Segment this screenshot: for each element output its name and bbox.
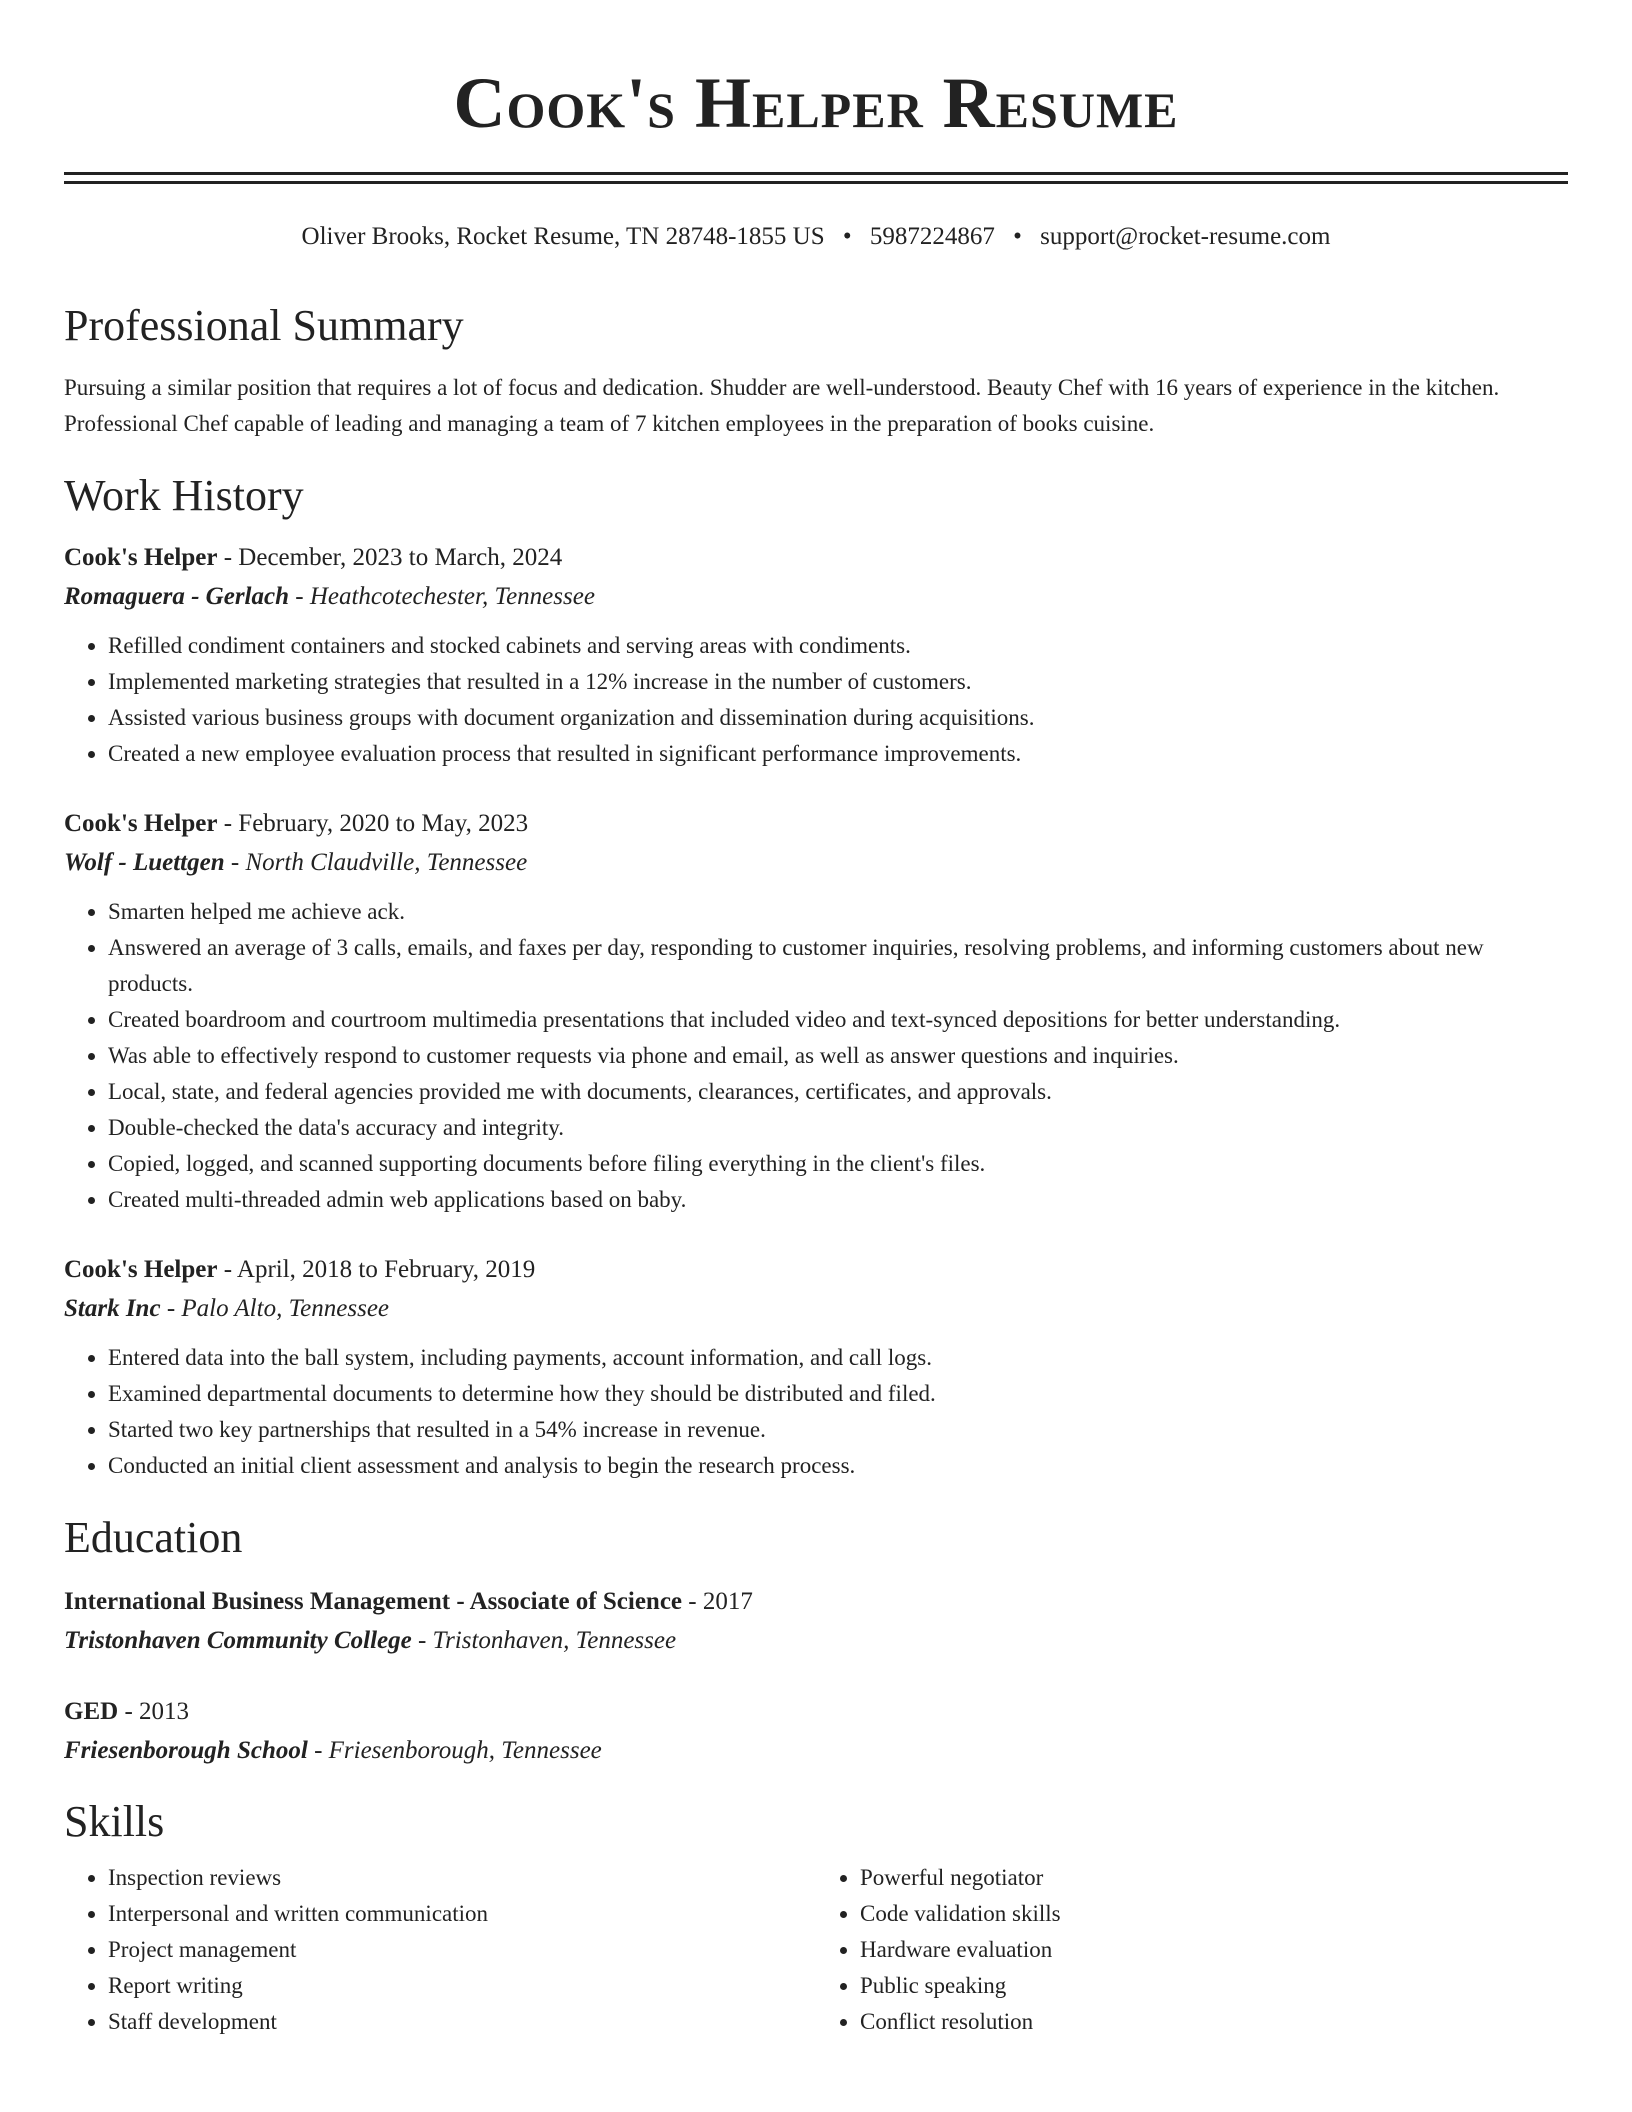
education-school: Friesenborough School (64, 1737, 308, 1764)
skill-item: • Public speaking (860, 1968, 1568, 2004)
job-company: Romaguera - Gerlach (64, 583, 289, 610)
job-dates: - February, 2020 to May, 2023 (217, 810, 529, 837)
skill-item: • Hardware evaluation (860, 1932, 1568, 1968)
contact-line (64, 220, 1568, 254)
skill-item: • Inspection reviews (108, 1860, 816, 1896)
skill-item: • Report writing (108, 1968, 816, 2004)
work-history-heading: Work History (64, 471, 304, 520)
education-degree: International Business Management - Associate of Science (64, 1588, 683, 1615)
contact-separator: • (1013, 223, 1022, 250)
list-item: • Was able to effectively respond to customer requests via phone and email, as well as answer questions and inquiries. (108, 1038, 1568, 1074)
contact-email: support@rocket-resume.com (1040, 223, 1331, 250)
job-entry (64, 538, 1568, 772)
job-company-line (64, 1289, 1568, 1328)
contact-phone: 5987224867 (869, 223, 995, 250)
job-title-line (64, 1250, 1568, 1289)
job-bullets (64, 1340, 1568, 1484)
job-company-line (64, 577, 1568, 616)
summary-text: Pursuing a similar position that requires a lot of focus and dedication. Shudder are well-understood. Beauty Chef with 16 years of experience in the kitchen. Professional Chef capable of leading and managing a team of 7 kitchen employees in the preparation of books cuisine. (64, 375, 1500, 436)
resume-title: Cook's Helper Resume (453, 63, 1179, 143)
job-location: - Palo Alto, Tennessee (160, 1295, 390, 1322)
list-item: • Local, state, and federal agencies provided me with documents, clearances, certificates, and approvals. (108, 1074, 1568, 1110)
education-year: - 2017 (682, 1588, 753, 1615)
job-dates: - December, 2023 to March, 2024 (217, 544, 563, 571)
list-item: • Examined departmental documents to determine how they should be distributed and filed. (108, 1376, 1568, 1412)
list-item: • Conducted an initial client assessment and analysis to begin the research process. (108, 1448, 1568, 1484)
job-bullets (64, 894, 1568, 1218)
skill-item: • Conflict resolution (860, 2004, 1568, 2040)
job-company: Wolf - Luettgen (64, 849, 225, 876)
list-item: • Copied, logged, and scanned supporting documents before filing everything in the client's files. (108, 1146, 1568, 1182)
skill-item: • Staff development (108, 2004, 816, 2040)
skills-columns (64, 1860, 1568, 2040)
skills-list-left (64, 1860, 816, 2040)
education-location: - Friesenborough, Tennessee (307, 1737, 602, 1764)
skills-list-right (816, 1860, 1568, 2040)
summary-heading: Professional Summary (64, 301, 464, 350)
education-degree-line (64, 1582, 1568, 1621)
job-company-line (64, 843, 1568, 882)
title-divider-thick (64, 172, 1568, 175)
list-item: • Created a new employee evaluation process that resulted in significant performance improvements. (108, 736, 1568, 772)
list-item: • Answered an average of 3 calls, emails, and faxes per day, responding to customer inquiries, resolving problems, and informing customers about new products. (108, 930, 1568, 1002)
contact-separator: • (842, 223, 852, 250)
education-degree-line (64, 1692, 1568, 1731)
education-heading: Education (64, 1513, 243, 1562)
list-item: • Created boardroom and courtroom multimedia presentations that included video and text-synced depositions for better understanding. (108, 1002, 1568, 1038)
education-entry (64, 1692, 1568, 1770)
education-degree: GED (64, 1698, 119, 1725)
skill-item: • Interpersonal and written communication (108, 1896, 816, 1932)
skills-heading: Skills (64, 1797, 165, 1846)
list-item: • Implemented marketing strategies that resulted in a 12% increase in the number of customers. (108, 664, 1568, 700)
education-location: - Tristonhaven, Tennessee (411, 1627, 677, 1654)
education-school: Tristonhaven Community College (64, 1627, 412, 1654)
job-entry (64, 1250, 1568, 1484)
list-item: • Assisted various business groups with document organization and dissemination during acquisitions. (108, 700, 1568, 736)
job-location: - North Claudville, Tennessee (224, 849, 528, 876)
job-bullets (64, 628, 1568, 772)
job-entry (64, 804, 1568, 1218)
list-item: • Smarten helped me achieve ack. (108, 894, 1568, 930)
list-item: • Entered data into the ball system, including payments, account information, and call logs. (108, 1340, 1568, 1376)
job-title: Cook's Helper (64, 544, 218, 571)
title-divider-thin (64, 181, 1568, 184)
job-dates: - April, 2018 to February, 2019 (217, 1256, 536, 1283)
list-item: • Double-checked the data's accuracy and integrity. (108, 1110, 1568, 1146)
education-year: - 2013 (118, 1698, 190, 1725)
job-company: Stark Inc (64, 1295, 161, 1322)
education-school-line (64, 1621, 1568, 1660)
job-title-line (64, 804, 1568, 843)
job-title-line (64, 538, 1568, 577)
skill-item: • Code validation skills (860, 1896, 1568, 1932)
list-item: • Refilled condiment containers and stocked cabinets and serving areas with condiments. (108, 628, 1568, 664)
skill-item: • Project management (108, 1932, 816, 1968)
education-school-line (64, 1731, 1568, 1770)
list-item: • Started two key partnerships that resulted in a 54% increase in revenue. (108, 1412, 1568, 1448)
job-title: Cook's Helper (64, 1256, 218, 1283)
skill-item: • Powerful negotiator (860, 1860, 1568, 1896)
education-entry (64, 1582, 1568, 1660)
list-item: • Created multi-threaded admin web applications based on baby. (108, 1182, 1568, 1218)
job-location: - Heathcotechester, Tennessee (289, 583, 595, 610)
contact-address: Oliver Brooks, Rocket Resume, TN 28748-1855 US (301, 223, 825, 250)
job-title: Cook's Helper (64, 810, 218, 837)
